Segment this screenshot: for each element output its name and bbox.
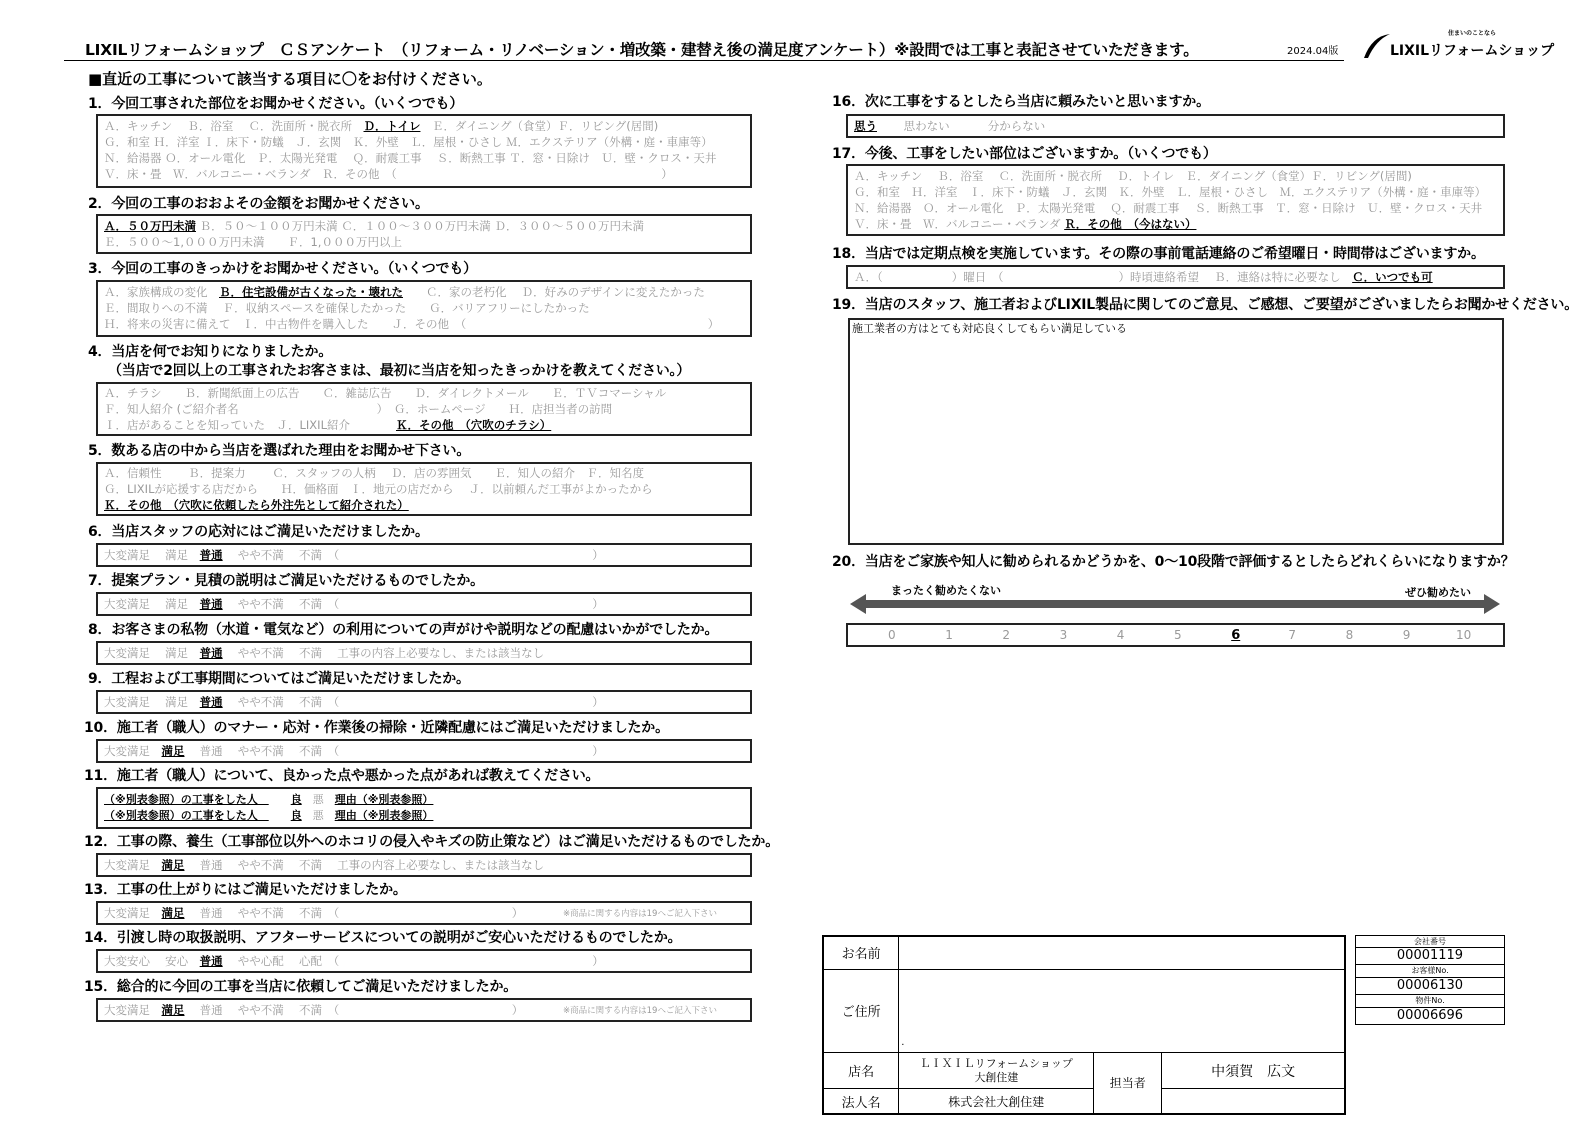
q11-row2-bad[interactable]: 悪	[312, 809, 324, 822]
scale-option-8[interactable]: 8	[1345, 628, 1354, 642]
q2-title: 2．今回の工事のおおよその金額をお聞かせください。	[88, 196, 429, 212]
q18-options	[846, 265, 1505, 289]
address-field[interactable]: .	[899, 969, 1345, 1052]
store-value-line1: ＬＩＸＩＬリフォームショップ	[919, 1056, 1073, 1070]
intro-instruction: ■直近の工事について該当する項目に〇をお付けください。	[88, 70, 492, 88]
q19-comment-box[interactable]	[848, 318, 1504, 545]
scale-option-9[interactable]: 9	[1402, 628, 1411, 642]
q17-title: 17．今後、工事をしたい部位はございますか。（いくつでも）	[832, 146, 1217, 162]
q6-title: 6．当店スタッフの応対にはご満足いただけましたか。	[88, 524, 429, 540]
q12-opt-b[interactable]: 普通 やや不満 不満 工事の内容上必要なし、または該当なし	[184, 858, 545, 872]
q1-opt-line1a[interactable]: Ａ．キッチン Ｂ．浴室 Ｃ．洗面所・脱衣所	[104, 119, 364, 133]
q4-subtitle: （当店で2回以上の工事されたお客さまは、最初に当店を知ったきっかけを教えてください。）	[108, 363, 691, 379]
q17-opt-line1[interactable]: Ａ．キッチン Ｂ．浴室 Ｃ．洗面所・脱衣所 Ｄ．トイレ Ｅ．ダイニング（食堂）Ｆ．リビング(居間)	[854, 169, 1412, 183]
scale-option-5[interactable]: 5	[1174, 628, 1182, 642]
q16-selected[interactable]: 思う	[854, 119, 877, 133]
q10-options	[96, 739, 752, 763]
q8-selected[interactable]: 普通	[199, 646, 223, 660]
q4-opt-line2[interactable]: Ｆ．知人紹介 (ご紹介者名 ） Ｇ．ホームページ Ｈ．店担当者の訪問	[104, 402, 613, 416]
q7-options	[96, 592, 752, 616]
q3-opt-line1b[interactable]: Ｃ．家の老朽化 Ｄ．好みのデザインに変えたかった	[403, 285, 705, 299]
q2-selected[interactable]: Ａ．５０万円未満	[104, 219, 196, 233]
q15-title: 15．総合的に今回の工事を当店に依頼してご満足いただけましたか。	[84, 979, 518, 995]
scale-option-1[interactable]: 1	[945, 628, 953, 642]
scale-option-4[interactable]: 4	[1116, 628, 1125, 642]
q4-options	[96, 382, 752, 436]
q3-opt-line1a[interactable]: Ａ．家族構成の変化	[104, 285, 219, 299]
q10-opt-a[interactable]: 大変満足	[104, 744, 162, 758]
q13-note: ※商品に関する内容は19へご記入下さい	[563, 909, 717, 919]
q13-opt-a[interactable]: 大変満足	[104, 906, 162, 920]
q9-options	[96, 690, 752, 714]
q11-row1-target[interactable]: （※別表参照）の工事をした人	[104, 793, 269, 806]
q12-options	[96, 853, 752, 877]
customer-info-table	[822, 935, 1346, 1115]
scale-left-label: まったく勧めたくない	[891, 584, 1001, 597]
address-label: ご住所	[823, 969, 899, 1052]
property-number-value: 00006696	[1355, 1008, 1505, 1025]
q6-selected[interactable]: 普通	[199, 548, 223, 562]
q5-options	[96, 462, 752, 516]
q17-opt-line3[interactable]: Ｎ．給湯器 Ｏ．オール電化 Ｐ．太陽光発電 Ｑ．耐震工事 Ｓ．断熱工事 Ｔ．窓・日除け Ｕ．壁・クロス・天井	[854, 201, 1483, 215]
q5-title: 5．数ある店の中から当店を選ばれた理由をお聞かせ下さい。	[88, 443, 471, 459]
q8-options	[96, 641, 752, 665]
swoosh-icon	[1362, 30, 1392, 60]
q3-selected[interactable]: Ｂ．住宅設備が古くなった・壊れた	[219, 285, 403, 299]
q10-opt-b[interactable]: 普通 やや不満 不満 （ ）	[184, 744, 604, 758]
logo-text: LIXILリフォームショップ	[1390, 43, 1555, 59]
q5-opt-line1[interactable]: Ａ．信頼性 Ｂ．提案力 Ｃ．スタッフの人柄 Ｄ．店の雰囲気 Ｅ．知人の紹介 Ｆ．知名度	[104, 466, 644, 480]
q14-opt-b[interactable]: やや心配 心配 （ ）	[222, 954, 604, 968]
q11-row2-reason[interactable]: 理由（※別表参照）	[334, 809, 434, 822]
q4-opt-line3a[interactable]: Ｉ．店があることを知っていた Ｊ．LIXIL紹介	[104, 418, 396, 432]
logo-tagline: 住まいのことなら	[1448, 30, 1497, 37]
q20-scale	[846, 623, 1505, 647]
q7-selected[interactable]: 普通	[199, 597, 223, 611]
q9-opt-b[interactable]: やや不満 不満 （ ）	[222, 695, 604, 709]
q17-options	[846, 164, 1505, 236]
q12-title: 12．工事の際、養生（工事部位以外へのホコリの侵入やキズの防止策など）はご満足いただけるものでしたか。	[84, 834, 779, 850]
q8-title: 8．お客さまの私物（水道・電気など）の利用についての声がけや説明などの配慮はいかがでしたか。	[88, 622, 719, 638]
q6-options	[96, 543, 752, 567]
q19-title: 19．当店のスタッフ、施工者およびLIXIL製品に関してのご意見、ご感想、ご要望がございましたらお聞かせください。	[832, 297, 1579, 313]
q5-selected[interactable]: Ｋ．その他 （穴吹に依頼したら外注先として紹介された）	[104, 498, 409, 512]
customer-number-value: 00006130	[1355, 978, 1505, 995]
header-rule	[64, 60, 1344, 61]
store-value-line2: 大創住建	[974, 1070, 1019, 1084]
q7-title: 7．提案プラン・見積の説明はご満足いただけるものでしたか。	[88, 573, 484, 589]
q13-selected[interactable]: 満足	[161, 906, 185, 920]
q2-opt-line2[interactable]: Ｅ．５００～1,０００万円未満 Ｆ．1,０００万円以上	[104, 235, 402, 249]
q7-opt-a[interactable]: 大変満足 満足	[104, 597, 200, 611]
q16-opt-b[interactable]: 思わない 分からない	[877, 119, 1046, 133]
q9-title: 9．工程および工事期間についてはご満足いただけましたか。	[88, 671, 470, 687]
scale-option-7[interactable]: 7	[1288, 628, 1297, 642]
q8-opt-a[interactable]: 大変満足 満足	[104, 646, 200, 660]
staff-value: 中須賀 広文	[1162, 1052, 1345, 1088]
q15-note: ※商品に関する内容は19へご記入下さい	[563, 1006, 717, 1016]
q17-selected[interactable]: Ｒ．その他 （今はない）	[1064, 217, 1197, 231]
q13-opt-b[interactable]: 普通 やや不満 不満 （ ）	[184, 906, 524, 920]
q11-row1-good[interactable]: 良	[290, 793, 302, 806]
lixil-logo	[1362, 26, 1555, 62]
q1-selected[interactable]: Ｄ．トイレ	[363, 119, 421, 133]
name-field[interactable]	[899, 936, 1345, 969]
q1-opt-line1b[interactable]: Ｅ．ダイニング（食堂）Ｆ．リビング(居間)	[420, 119, 659, 133]
q5-opt-line2[interactable]: Ｇ．LIXILが応援する店だから Ｈ．価格面 Ｉ．地元の店だから Ｊ．以前頼んだ工事がよかったから	[104, 482, 653, 496]
q4-opt-line1[interactable]: Ａ．チラシ Ｂ．新聞紙面上の広告 Ｃ．雑誌広告 Ｄ．ダイレクトメール Ｅ．ＴＶコマーシャル	[104, 386, 667, 400]
q10-selected[interactable]: 満足	[161, 744, 185, 758]
q3-options	[96, 280, 752, 337]
q11-row2-good[interactable]: 良	[290, 809, 302, 822]
q15-opt-b[interactable]: 普通 やや不満 不満 （ ）	[184, 1003, 524, 1017]
q15-opt-a[interactable]: 大変満足	[104, 1003, 162, 1017]
q3-opt-line3[interactable]: Ｈ．将来の災害に備えて Ｉ．中古物件を購入した Ｊ．その他 （ ）	[104, 317, 720, 331]
name-label: お名前	[823, 936, 899, 969]
q17-opt-line2[interactable]: Ｇ．和室 Ｈ．洋室 Ｉ．床下・防蟻 Ｊ．玄関 Ｋ．外壁 Ｌ．屋根・ひさし Ｍ．エクステリア（外構・庭・車庫等）	[854, 185, 1487, 199]
q11-row2-target[interactable]: （※別表参照）の工事をした人	[104, 809, 269, 822]
scale-option-2[interactable]: 2	[1002, 628, 1011, 642]
scale-option-6[interactable]: 6	[1231, 628, 1241, 643]
staff-value-2[interactable]	[1162, 1089, 1345, 1114]
q13-options	[96, 901, 752, 925]
q1-options	[96, 114, 752, 188]
q14-selected[interactable]: 普通	[199, 954, 223, 968]
q20-title: 20．当店をご家族や知人に勧められるかどうかを、0～10段階で評価するとしたらどれくらいになりますか？	[832, 554, 1515, 570]
q13-title: 13．工事の仕上がりにはご満足いただけましたか。	[84, 882, 407, 898]
q6-opt-b[interactable]: やや不満 不満 （ ）	[222, 548, 604, 562]
q1-opt-line2[interactable]: Ｇ．和室 Ｈ．洋室 Ｉ．床下・防蟻 Ｊ．玄関 Ｋ．外壁 Ｌ．屋根・ひさし Ｍ．エクステリア（外構・庭・車庫等）	[104, 135, 713, 149]
q18-opt-a[interactable]: Ａ．（ ）曜日 （ ）時頃連絡希望 Ｂ．連絡は特に必要なし	[854, 270, 1353, 284]
q2-opt-line1[interactable]: Ｂ．５０～１００万円未満 Ｃ．１００～３００万円未満 Ｄ．３００～５００万円未満	[196, 219, 644, 233]
q11-row1-reason[interactable]: 理由（※別表参照）	[334, 793, 434, 806]
q11-row1-bad[interactable]: 悪	[312, 793, 324, 806]
q11-title: 11．施工者（職人）について、良かった点や悪かった点があれば教えてください。	[84, 768, 600, 784]
q18-title: 18．当店では定期点検を実施しています。その際の事前電話連絡のご希望曜日・時間帯はございますか。	[832, 246, 1485, 262]
customer-number-label: お客様No.	[1355, 965, 1505, 978]
version-label: 2024.04版	[1287, 46, 1339, 57]
q1-title: 1．今回工事された部位をお聞かせください。（いくつでも）	[88, 96, 464, 112]
q17-opt-line4a[interactable]: Ｖ．床・畳 Ｗ．バルコニー・ベランダ	[854, 217, 1065, 231]
q2-options	[96, 214, 752, 254]
q12-opt-a[interactable]: 大変満足	[104, 858, 162, 872]
q14-opt-a[interactable]: 大変安心 安心	[104, 954, 200, 968]
q16-options	[846, 114, 1505, 138]
id-numbers	[1355, 935, 1505, 1025]
form-title: LIXILリフォームショップ ＣＳアンケート （リフォーム・リノベーション・増改築・建替え後の満足度アンケート）※設問では工事と表記させていただきます。	[85, 41, 1199, 59]
q16-title: 16．次に工事をするとしたら当店に頼みたいと思いますか。	[832, 94, 1210, 110]
scale-option-0[interactable]: 0	[888, 628, 896, 642]
store-label: 店名	[823, 1052, 899, 1088]
q6-opt-a[interactable]: 大変満足 満足	[104, 548, 200, 562]
q15-selected[interactable]: 満足	[161, 1003, 185, 1017]
corp-value: 株式会社大創住建	[899, 1089, 1094, 1114]
q9-opt-a[interactable]: 大変満足 満足	[104, 695, 200, 709]
q19-answer: 施工業者の方はとても対応良くしてもらい満足している	[852, 322, 1127, 335]
corp-label: 法人名	[823, 1089, 899, 1114]
q1-opt-line3[interactable]: Ｎ．給湯器 Ｏ．オール電化 Ｐ．太陽光発電 Ｑ．耐震工事 Ｓ．断熱工事 Ｔ．窓・日除け Ｕ．壁・クロス・天井	[104, 151, 717, 165]
q11-options	[96, 787, 752, 829]
staff-label: 担当者	[1094, 1052, 1162, 1114]
q4-selected[interactable]: Ｋ．その他 （穴吹のチラシ）	[395, 418, 552, 432]
q4-title: 4．当店を何でお知りになりましたか。	[88, 344, 333, 360]
q15-options	[96, 998, 752, 1022]
scale-right-label: ぜひ勧めたい	[1405, 586, 1471, 599]
q3-title: 3．今回の工事のきっかけをお聞かせください。（いくつでも）	[88, 261, 477, 277]
scale-option-10[interactable]: 10	[1456, 628, 1472, 642]
q14-title: 14．引渡し時の取扱説明、アフターサービスについての説明がご安心いただけるものでしたか。	[84, 930, 682, 946]
q8-opt-b[interactable]: やや不満 不満 工事の内容上必要なし、または該当なし	[222, 646, 545, 660]
q3-opt-line2[interactable]: Ｅ．間取りへの不満 Ｆ．収納スペースを確保したかった Ｇ．バリアフリーにしたかった	[104, 301, 590, 315]
q12-selected[interactable]: 満足	[161, 858, 185, 872]
q18-selected[interactable]: Ｃ．いつでも可	[1352, 270, 1433, 284]
company-number-label: 会社番号	[1355, 935, 1505, 948]
q9-selected[interactable]: 普通	[199, 695, 223, 709]
company-number-value: 00001119	[1355, 948, 1505, 965]
q14-options	[96, 949, 752, 973]
scale-arrow-icon	[850, 592, 1500, 616]
q7-opt-b[interactable]: やや不満 不満 （ ）	[222, 597, 604, 611]
scale-option-3[interactable]: 3	[1059, 628, 1068, 642]
q1-opt-line4[interactable]: Ｖ．床・畳 Ｗ．バルコニー・ベランダ Ｒ．その他 （ ）	[104, 167, 673, 181]
q10-title: 10．施工者（職人）のマナー・応対・作業後の掃除・近隣配慮にはご満足いただけましたか。	[84, 720, 669, 736]
property-number-label: 物件No.	[1355, 995, 1505, 1008]
